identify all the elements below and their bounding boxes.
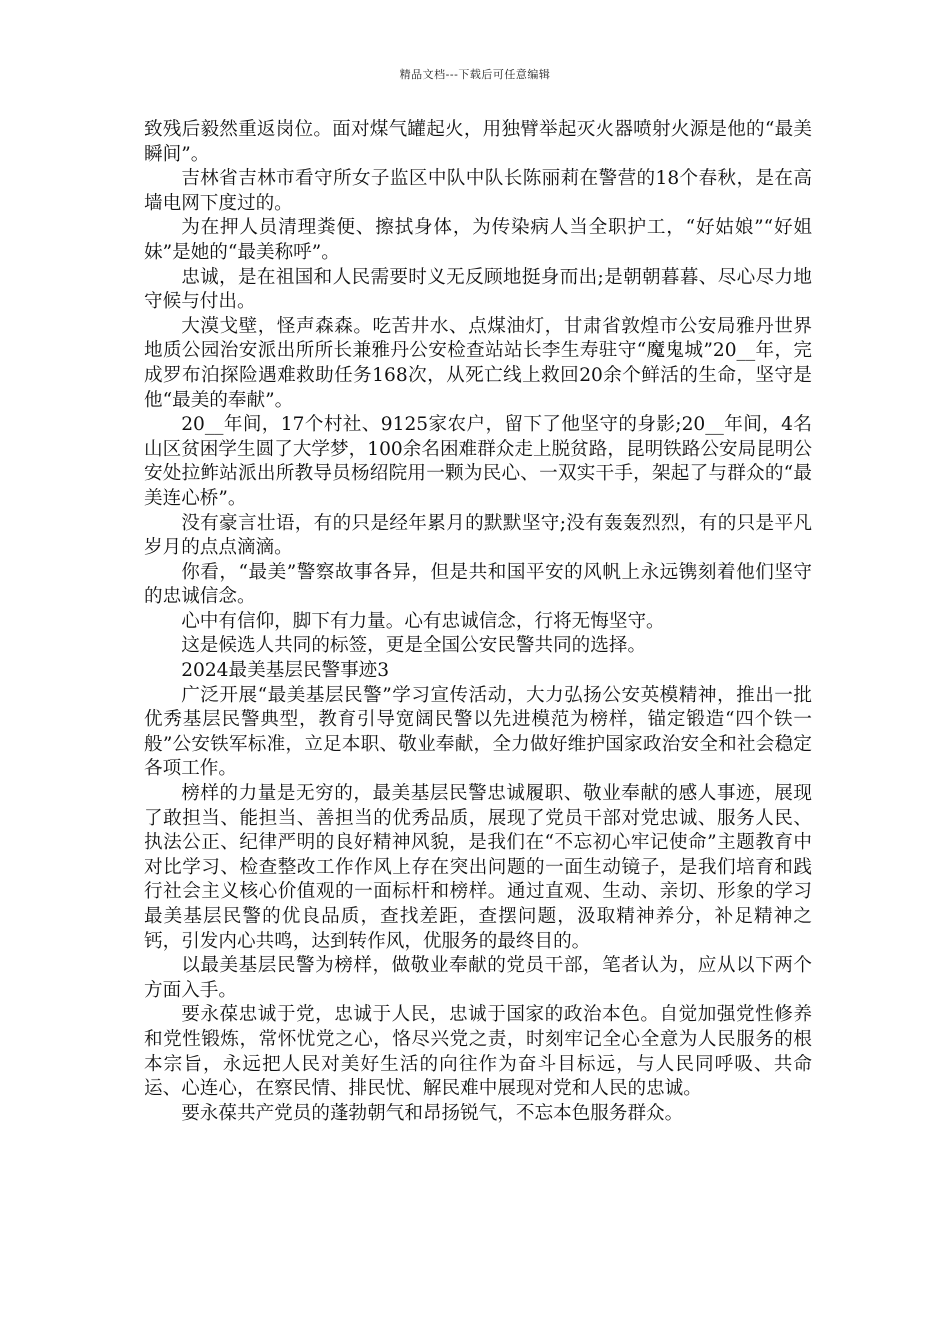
paragraph: 这是候选人共同的标签，更是全国公安民警共同的选择。 [181,635,647,657]
paragraph: 你看，“最美”警察故事各异，但是共和国平安的风帆上永远镌刻着他们坚守的忠诚信念。 [144,561,812,608]
paragraph: 为在押人员清理粪便、擦拭身体，为传染病人当全职护工，“好姑娘”“好姐妹”是她的“最美称呼”。 [144,217,812,263]
page-header: 精品文档---下载后可任意编辑 [399,68,551,81]
section-heading: 2024最美基层民警事迹3 [181,660,390,682]
document-body [144,118,812,1126]
paragraph: 心中有信仰，脚下有力量。心有忠诚信念，行将无悔坚守。 [181,610,665,632]
paragraph: 大漠戈壁，怪声森森。吃苦井水、点煤油灯，甘肃省敦煌市公安局雅丹世界地质公园治安派出所所长兼雅丹公安检查站站长李生寿驻守“魔鬼城”20__年，完成罗布泊探险遇难救助任务168次，从死亡线上救回20余个鲜活的生命，坚守是他“最美的奉献”。 [144,315,812,411]
paragraph: 致残后毅然重返岗位。面对煤气罐起火，用独臂举起灭火器喷射火源是他的“最美瞬间”。 [144,119,812,165]
paragraph: 要永葆共产党员的蓬勃朝气和昂扬锐气，不忘本色服务群众。 [181,1102,684,1124]
paragraph: 没有豪言壮语，有的只是经年累月的默默坚守;没有轰轰烈烈，有的只是平凡岁月的点点滴滴。 [144,512,812,559]
paragraph: 20__年间，17个村社、9125家农户，留下了他坚守的身影;20__年间，4名山区贫困学生圆了大学梦，100余名困难群众走上脱贫路，昆明铁路公安局昆明公安处拉鲊站派出所教导员杨绍院用一颗为民心、一双实干手，架起了与群众的“最美连心桥”。 [144,414,812,509]
paragraph: 广泛开展“最美基层民警”学习宣传活动，大力弘扬公安英模精神，推出一批优秀基层民警典型，教育引导宽阔民警以先进模范为榜样，锚定锻造“四个铁一般”公安铁军标准，立足本职、敬业奉献，全力做好维护国家政治安全和社会稳定各项工作。 [144,684,812,780]
paragraph: 忠诚，是在祖国和人民需要时义无反顾地挺身而出;是朝朝暮暮、尽心尽力地守候与付出。 [144,266,812,313]
paragraph: 要永葆忠诚于党，忠诚于人民，忠诚于国家的政治本色。自觉加强党性修养和党性锻炼，常怀忧党之心，恪尽兴党之责，时刻牢记全心全意为人民服务的根本宗旨，永远把人民对美好生活的向往作为奋斗目标远，与人民同呼吸、共命运、心连心，在察民情、排民忧、解民难中展现对党和人民的忠诚。 [144,1004,812,1100]
paragraph: 以最美基层民警为榜样，做敬业奉献的党员干部，笔者认为，应从以下两个方面入手。 [144,955,812,1001]
paragraph: 吉林省吉林市看守所女子监区中队中队长陈丽莉在警营的18个春秋，是在高墙电网下度过的。 [144,168,812,214]
paragraph: 榜样的力量是无穷的，最美基层民警忠诚履职、敬业奉献的感人事迹，展现了敢担当、能担当、善担当的优秀品质，展现了党员干部对党忠诚、服务人民、执法公正、纪律严明的良好精神风貌，是我们在“不忘初心牢记使命”主题教育中对比学习、检查整改工作作风上存在突出问题的一面生动镜子，是我们培育和践行社会主义核心价值观的一面标杆和榜样。通过直观、生动、亲切、形象的学习最美基层民警的优良品质，查找差距，查摆问题，汲取精神养分，补足精神之钙，引发内心共鸣，达到转作风，优服务的最终目的。 [144,783,812,952]
